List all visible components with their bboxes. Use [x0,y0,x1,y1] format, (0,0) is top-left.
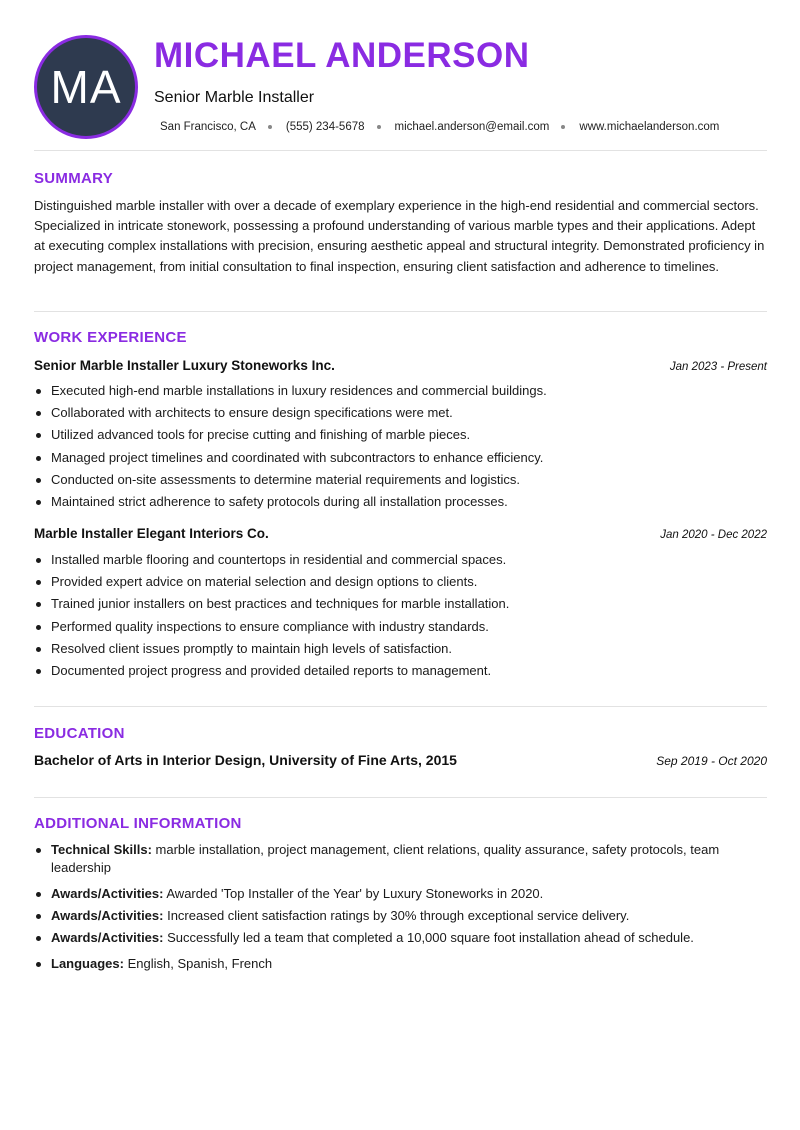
divider [34,706,767,707]
separator-dot-icon [561,125,565,129]
list-item: Collaborated with architects to ensure design specifications were met. [34,402,767,424]
list-item: Documented project progress and provided detailed reports to management. [34,660,767,682]
list-item [34,885,767,903]
job-header [34,358,767,373]
job-header [34,526,767,541]
candidate-name: MICHAEL ANDERSON [154,36,530,75]
list-item: Installed marble flooring and countertops in residential and commercial spaces. [34,549,767,571]
divider [34,150,767,151]
item-text: Awarded 'Top Installer of the Year' by Luxury Stoneworks in 2020. [163,886,544,901]
item-text: marble installation, project management, client relations, quality assurance, safety protocols, team leadership [51,842,720,875]
list-item: Trained junior installers on best practices and techniques for marble installation. [34,593,767,615]
list-item: Performed quality inspections to ensure compliance with industry standards. [34,616,767,638]
list-item: Executed high-end marble installations in luxury residences and commercial buildings. [34,380,767,402]
experience-heading: WORK EXPERIENCE [34,329,187,346]
separator-dot-icon [268,125,272,129]
job-role-company: Senior Marble Installer Luxury Stoneworks Inc. [34,358,335,373]
item-label: Technical Skills: [51,842,152,857]
candidate-title: Senior Marble Installer [154,89,315,106]
job-bullet-list [34,380,767,513]
summary-text: Distinguished marble installer with over a decade of exemplary experience in the high-end residential and commercial sectors. Specialized in intricate stonework, possessing a profound understanding of various marble types and their applications. Adept at executing complex installations with precision, ensuring aesthetic appeal and structural integrity. Demonstrated proficiency in project management, from initial consultation to final inspection, ensuring client satisfaction and adherence to timelines. [34,198,765,274]
item-label: Languages: [51,956,124,971]
separator-dot-icon [377,125,381,129]
job-dates: Jan 2023 - Present [669,361,767,373]
list-item: Utilized advanced tools for precise cutting and finishing of marble pieces. [34,424,767,446]
job-role-company: Marble Installer Elegant Interiors Co. [34,526,269,541]
list-item [34,929,767,947]
education-heading: EDUCATION [34,725,125,742]
contact-phone: (555) 234-5678 [285,121,365,133]
list-item [34,907,767,925]
list-item: Managed project timelines and coordinated with subcontractors to enhance efficiency. [34,447,767,469]
summary-heading: SUMMARY [34,170,114,187]
item-text: English, Spanish, French [123,956,273,971]
list-item [34,955,767,973]
contact-location: San Francisco, CA [160,121,256,133]
avatar-initials: MA [50,61,122,113]
item-label: Awards/Activities: [51,930,164,945]
additional-list [34,841,767,973]
education-entry [34,752,767,768]
item-text: Increased client satisfaction ratings by 30% through exceptional service delivery. [163,908,630,923]
education-degree: Bachelor of Arts in Interior Design, University of Fine Arts, 2015 [34,752,457,768]
education-dates: Sep 2019 - Oct 2020 [656,754,767,768]
job-dates: Jan 2020 - Dec 2022 [660,529,767,541]
list-item: Resolved client issues promptly to maintain high levels of satisfaction. [34,638,767,660]
job-bullet-list [34,549,767,682]
item-text: Successfully led a team that completed a 10,000 square foot installation ahead of schedule. [163,930,694,945]
contact-website[interactable]: www.michaelanderson.com [579,121,720,133]
list-item: Conducted on-site assessments to determine material requirements and logistics. [34,469,767,491]
avatar [34,35,138,139]
item-label: Awards/Activities: [51,908,164,923]
additional-heading: ADDITIONAL INFORMATION [34,815,242,832]
item-label: Awards/Activities: [51,886,164,901]
list-item: Provided expert advice on material selection and design options to clients. [34,571,767,593]
list-item [34,841,767,877]
divider [34,797,767,798]
contact-email[interactable]: michael.anderson@email.com [394,121,550,133]
contact-bar [160,121,719,133]
list-item: Maintained strict adherence to safety protocols during all installation processes. [34,491,767,513]
divider [34,311,767,312]
